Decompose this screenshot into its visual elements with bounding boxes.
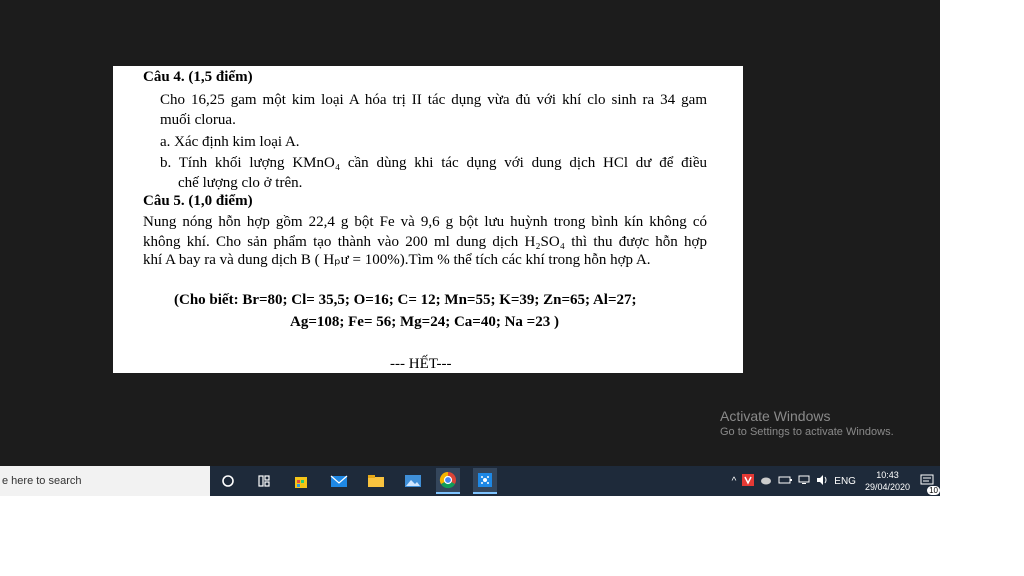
document-image (113, 66, 743, 373)
q5-text-line2: không khí. Cho sản phẩm tạo thành vào 200 ml dung dịch H₂SO₄ thì thu được hỗn hợp (143, 234, 707, 250)
cortana-icon[interactable] (216, 470, 240, 492)
q4-text-line1: Cho 16,25 gam một kim loại A hóa trị II tác dụng vừa đủ với khí clo sinh ra 34 gam (160, 92, 707, 108)
language-indicator[interactable]: ENG (834, 475, 856, 487)
q5-text-line1: Nung nóng hỗn hợp gồm 22,4 g bột Fe và 9,6 g bột lưu huỳnh trong bình kín không có (143, 214, 707, 230)
photos-icon[interactable] (401, 470, 425, 492)
q4-title: Câu 4. (1,5 điểm) (143, 69, 253, 85)
volume-icon[interactable] (816, 475, 828, 488)
store-icon[interactable] (289, 470, 313, 492)
cloud-icon[interactable] (760, 475, 772, 488)
taskbar-search-box[interactable] (0, 466, 210, 496)
notification-badge: 10 (929, 485, 938, 495)
given-data-line1: (Cho biết: Br=80; Cl= 35,5; O=16; C= 12; Mn=55; K=39; Zn=65; Al=27; (174, 292, 637, 308)
end-marker: --- HẾT--- (390, 356, 452, 372)
clock-time: 10:43 (876, 470, 899, 480)
q4-part-b-line2: chế lượng clo ở trên. (178, 175, 303, 191)
watermark-title: Activate Windows (720, 408, 831, 424)
search-placeholder: e here to search (2, 475, 82, 487)
network-icon[interactable] (798, 475, 810, 488)
notification-icon[interactable] (920, 474, 938, 495)
chevron-up-icon[interactable]: ^ (731, 475, 737, 487)
q5-text-line3: khí A bay ra và dung dịch B ( Hₚư = 100%).Tìm % thể tích các khí trong hỗn hợp A. (143, 252, 651, 268)
q5-title: Câu 5. (1,0 điểm) (143, 193, 253, 209)
battery-icon[interactable] (778, 475, 792, 488)
mail-icon[interactable] (327, 470, 351, 492)
activate-windows-watermark (720, 408, 894, 438)
app-icon[interactable] (473, 468, 497, 494)
q4-part-a: a. Xác định kim loại A. (160, 134, 300, 150)
given-data-line2: Ag=108; Fe= 56; Mg=24; Ca=40; Na =23 ) (290, 314, 559, 330)
chrome-icon[interactable] (436, 468, 460, 494)
task-view-icon[interactable] (252, 470, 276, 492)
clock[interactable] (865, 469, 910, 493)
watermark-subtitle: Go to Settings to activate Windows. (720, 426, 894, 438)
taskbar (0, 466, 940, 496)
q4-part-b-line1: b. Tính khối lượng KMnO₄ cần dùng khi tác dụng với dung dịch HCl dư để điều (160, 155, 707, 171)
system-tray (729, 466, 940, 496)
clock-date: 29/04/2020 (864, 482, 910, 492)
q4-text-line2: muối clorua. (160, 112, 236, 128)
file-explorer-icon[interactable] (364, 470, 388, 492)
v-app-icon[interactable] (742, 474, 754, 489)
